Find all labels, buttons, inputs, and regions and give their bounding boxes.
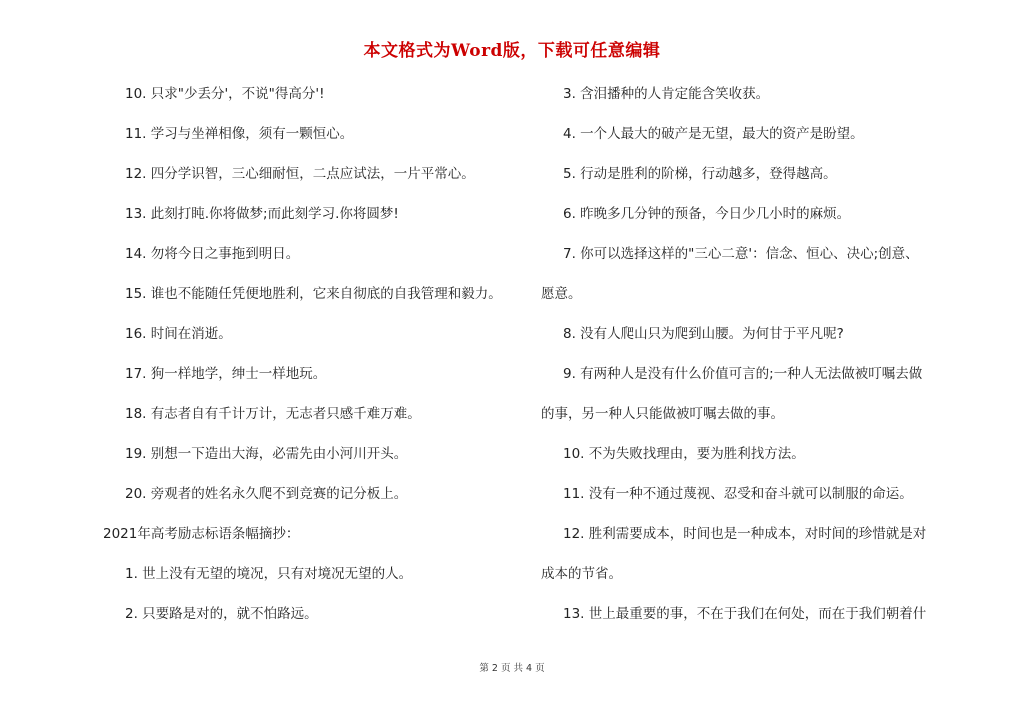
text-line: 16. 时间在消逝。 — [125, 326, 232, 342]
text-line-continuation: 的事，另一种人只能做被叮嘱去做的事。 — [541, 406, 784, 422]
text-line: 2. 只要路是对的，就不怕路远。 — [125, 606, 318, 622]
text-line: 6. 昨晚多几分钟的预备，今日少几小时的麻烦。 — [563, 206, 851, 222]
text-line: 10. 不为失败找理由，要为胜利找方法。 — [563, 446, 805, 462]
text-line: 13. 世上最重要的事，不在于我们在何处，而在于我们朝着什 — [563, 606, 927, 622]
text-line: 11. 没有一种不通过蔑视、忍受和奋斗就可以制服的命运。 — [563, 486, 913, 502]
text-line: 3. 含泪播种的人肯定能含笑收获。 — [563, 86, 770, 102]
text-line: 1. 世上没有无望的境况，只有对境况无望的人。 — [125, 566, 413, 582]
section-heading: 2021年高考励志标语条幅摘抄： — [103, 526, 300, 542]
text-line: 20. 旁观者的姓名永久爬不到竞赛的记分板上。 — [125, 486, 408, 502]
text-line-continuation: 愿意。 — [541, 286, 582, 302]
text-line: 5. 行动是胜利的阶梯，行动越多，登得越高。 — [563, 166, 837, 182]
text-line: 9. 有两种人是没有什么价值可言的;一种人无法做被叮嘱去做 — [563, 366, 923, 382]
text-line: 17. 狗一样地学，绅士一样地玩。 — [125, 366, 327, 382]
text-line: 18. 有志者自有千计万计，无志者只感千难万难。 — [125, 406, 421, 422]
text-line: 8. 没有人爬山只为爬到山腰。为何甘于平凡呢? — [563, 326, 844, 342]
text-line: 13. 此刻打盹.你将做梦;而此刻学习.你将圆梦! — [125, 206, 399, 222]
left-column — [103, 80, 523, 628]
right-column — [541, 80, 956, 628]
text-line: 12. 胜利需要成本，时间也是一种成本，对时间的珍惜就是对 — [563, 526, 927, 542]
text-line: 15. 谁也不能随任凭便地胜利，它来自彻底的自我管理和毅力。 — [125, 286, 502, 302]
text-line: 7. 你可以选择这样的"三心二意'：信念、恒心、决心;创意、 — [563, 246, 919, 262]
text-line: 12. 四分学识智，三心细耐恒，二点应试法，一片平常心。 — [125, 166, 475, 182]
text-line: 10. 只求"少丢分'，不说"得高分'! — [125, 86, 325, 102]
text-line-continuation: 成本的节省。 — [541, 566, 622, 582]
text-line: 19. 别想一下造出大海，必需先由小河川开头。 — [125, 446, 408, 462]
text-line: 4. 一个人最大的破产是无望，最大的资产是盼望。 — [563, 126, 864, 142]
document-banner: 本文格式为Word版，下载可任意编辑 — [363, 41, 661, 61]
page-number: 第 2 页 共 4 页 — [479, 663, 545, 674]
text-line: 11. 学习与坐禅相像，须有一颗恒心。 — [125, 126, 354, 142]
text-line: 14. 勿将今日之事拖到明日。 — [125, 246, 300, 262]
